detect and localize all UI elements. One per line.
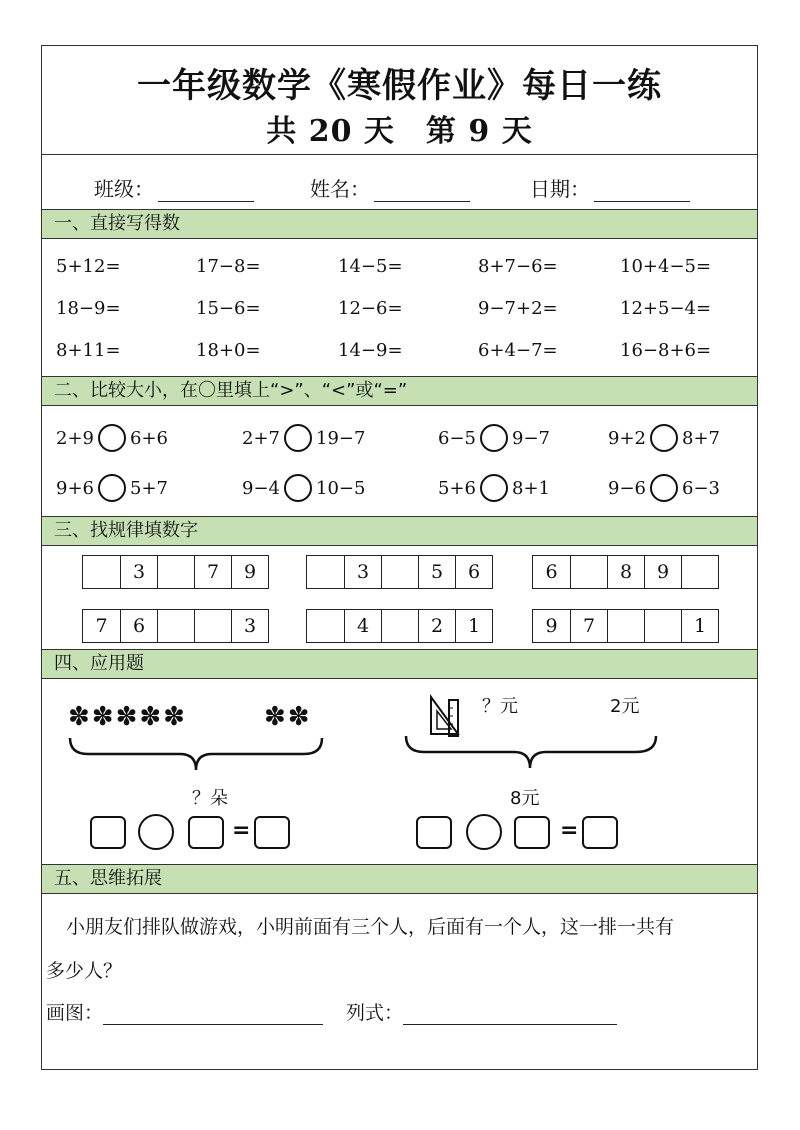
compare-circle[interactable] [480, 424, 508, 452]
number-sequence [532, 555, 719, 589]
compare-item [438, 424, 550, 452]
compare-right-expr: 5+7 [130, 477, 168, 499]
sequence-cell[interactable] [307, 556, 344, 588]
equals-sign: = [232, 818, 251, 843]
compare-circle[interactable] [284, 424, 312, 452]
title-area [42, 46, 757, 155]
problem-text-line2: 多少人？ [46, 960, 123, 982]
compare-left-expr: 2+9 [56, 427, 94, 449]
name-field[interactable]: 姓名： [310, 173, 470, 202]
problem-text-line1: 小朋友们排队做游戏，小明前面有三个人，后面有一个人，这一排一共有 [66, 916, 675, 938]
sequence-cell[interactable]: 9 [545, 615, 558, 637]
section-compare-header: 二、比较大小，在〇里填上“>”、“<”或“=” [42, 376, 757, 406]
left-total-label: ？朵 [192, 788, 228, 809]
draw-field[interactable]: 画图： [46, 998, 323, 1025]
compare-circle[interactable] [480, 474, 508, 502]
worksheet-title: 一年级数学《寒假作业》每日一练 [137, 66, 662, 106]
number-sequence [306, 555, 493, 589]
class-field[interactable]: 班级： [94, 173, 254, 202]
formula-blank[interactable] [403, 1004, 617, 1025]
sequence-cell[interactable] [644, 610, 681, 642]
sequence-cell[interactable]: 4 [344, 610, 381, 642]
sequence-cell[interactable] [381, 610, 418, 642]
item-price-label: 2元 [610, 696, 640, 717]
calc-problem: 15−6= [196, 298, 261, 319]
sequence-cell[interactable]: 6 [545, 561, 558, 583]
sequence-cell[interactable]: 1 [681, 610, 718, 642]
answer-box[interactable] [188, 816, 224, 849]
calc-problem: 16−8+6= [620, 340, 712, 361]
compare-circle[interactable] [650, 474, 678, 502]
sequence-cell[interactable]: 2 [418, 610, 455, 642]
calc-problem: 8+11= [56, 340, 121, 361]
name-blank[interactable] [374, 181, 470, 202]
sequence-cell[interactable]: 9 [231, 556, 268, 588]
compare-right-expr: 8+1 [512, 477, 550, 499]
worksheet [41, 45, 758, 1070]
compare-circle[interactable] [284, 474, 312, 502]
calc-problem: 18−9= [56, 298, 121, 319]
sequence-cell[interactable]: 7 [570, 610, 607, 642]
compare-item [608, 474, 720, 502]
sequence-cell[interactable]: 9 [644, 556, 681, 588]
compare-circle[interactable] [650, 424, 678, 452]
sequence-cell[interactable] [570, 556, 607, 588]
flower-group-left: ✽✽✽✽✽ [68, 702, 187, 732]
compare-item [438, 474, 550, 502]
sequence-cell[interactable]: 6 [455, 556, 492, 588]
sequence-cell[interactable] [307, 610, 344, 642]
sequence-cell[interactable]: 3 [344, 556, 381, 588]
left-brace-icon [68, 736, 324, 772]
compare-item [56, 474, 168, 502]
sequence-cell[interactable]: 7 [95, 615, 108, 637]
number-sequence [306, 609, 493, 643]
compare-left-expr: 9+2 [608, 427, 646, 449]
compare-left-expr: 9−4 [242, 477, 280, 499]
sequence-cell[interactable] [83, 556, 120, 588]
calc-problem: 8+7−6= [478, 256, 558, 277]
section-pattern-header: 三、找规律填数字 [42, 516, 757, 546]
sequence-cell[interactable]: 3 [231, 610, 268, 642]
calc-problem: 17−8= [196, 256, 261, 277]
sequence-cell[interactable] [681, 556, 718, 588]
compare-item [242, 474, 365, 502]
operator-circle[interactable] [138, 814, 174, 850]
compare-right-expr: 6−3 [682, 477, 720, 499]
calc-problem: 14−9= [338, 340, 403, 361]
class-blank[interactable] [158, 181, 254, 202]
sequence-cell[interactable] [157, 556, 194, 588]
calc-problem: 6+4−7= [478, 340, 558, 361]
operator-circle[interactable] [466, 814, 502, 850]
sequence-cell[interactable]: 8 [607, 556, 644, 588]
compare-circle[interactable] [98, 424, 126, 452]
sequence-cell[interactable] [194, 610, 231, 642]
compare-left-expr: 5+6 [438, 477, 476, 499]
compare-right-expr: 10−5 [316, 477, 366, 499]
sequence-cell[interactable] [157, 610, 194, 642]
calc-problem: 14−5= [338, 256, 403, 277]
sequence-cell[interactable]: 3 [120, 556, 157, 588]
day-counter: 共 20 天 第 9 天 [266, 114, 533, 149]
section-thinking-header: 五、思维拓展 [42, 864, 757, 894]
compare-circle[interactable] [98, 474, 126, 502]
calc-problem: 5+12= [56, 256, 121, 277]
number-sequence [82, 609, 269, 643]
compare-left-expr: 9−6 [608, 477, 646, 499]
compare-right-expr: 19−7 [316, 427, 366, 449]
right-total-label: 8元 [510, 788, 540, 809]
date-blank[interactable] [594, 181, 690, 202]
number-sequence [532, 609, 719, 643]
number-sequence [82, 555, 269, 589]
calc-problem: 9−7+2= [478, 298, 558, 319]
compare-item [608, 424, 720, 452]
sequence-cell[interactable]: 6 [120, 610, 157, 642]
section-word-problem-header: 四、应用题 [42, 649, 757, 679]
answer-box[interactable] [90, 816, 126, 849]
calc-problem: 12+5−4= [620, 298, 712, 319]
compare-right-expr: 6+6 [130, 427, 168, 449]
ruler-price-label: ？元 [482, 696, 518, 717]
answer-box[interactable] [514, 816, 550, 849]
equals-sign: = [560, 818, 579, 843]
formula-field[interactable]: 列式： [346, 998, 617, 1025]
flower-group-right: ✽✽ [264, 702, 312, 732]
answer-box[interactable] [416, 816, 452, 849]
compare-item [56, 424, 168, 452]
draw-blank[interactable] [103, 1004, 323, 1025]
answer-box[interactable] [254, 816, 290, 849]
sequence-cell[interactable]: 1 [455, 610, 492, 642]
compare-right-expr: 8+7 [682, 427, 720, 449]
date-field[interactable]: 日期： [530, 173, 690, 202]
ruler-triangle-icon [428, 694, 462, 738]
section-direct-header: 一、直接写得数 [42, 209, 757, 239]
calc-problem: 18+0= [196, 340, 261, 361]
compare-item [242, 424, 365, 452]
calc-problem: 12−6= [338, 298, 403, 319]
compare-right-expr: 9−7 [512, 427, 550, 449]
sequence-cell[interactable] [607, 610, 644, 642]
sequence-cell[interactable] [381, 556, 418, 588]
answer-box[interactable] [582, 816, 618, 849]
compare-left-expr: 2+7 [242, 427, 280, 449]
compare-left-expr: 9+6 [56, 477, 94, 499]
sequence-cell[interactable]: 5 [418, 556, 455, 588]
sequence-cell[interactable]: 7 [194, 556, 231, 588]
right-brace-icon [404, 734, 658, 770]
calc-problem: 10+4−5= [620, 256, 712, 277]
compare-left-expr: 6−5 [438, 427, 476, 449]
